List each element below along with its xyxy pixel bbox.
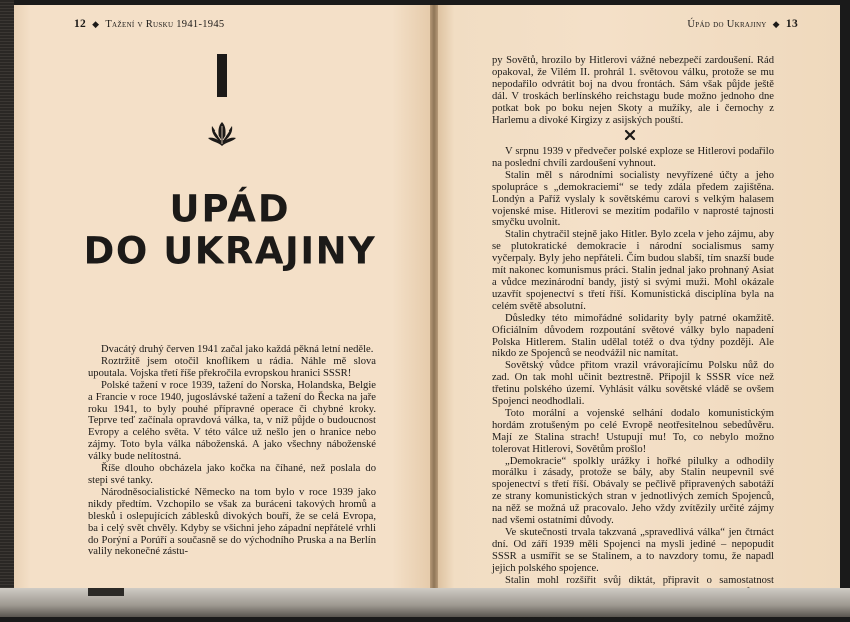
paragraph: Polské tažení v roce 1939, tažení do Norska, Holandska, Belgie a Francie v roce 1940, jugoslávské tažení a tažení do Řecka na jaře roku 1941, to byly pouhé přípravné operace či chybné kroky. Teprve teď začínala opravdová válka, ta, v níž půjde o budoucnost Evropy a celého světa. V této válce už nešlo jen o hranice nebo zájmy. Toto byla válka náboženská. A jako všechny náboženské války bude nelítostná. (88, 379, 376, 463)
paragraph: Stalin měl s národními socialisty nevyřízené účty a jeho spolupráce s „demokraciemi“ se tedy zdála předem zajištěna. Londýn a Paříž vyslaly k sovětskému carovi s velkým halasem vojenské mise. Hitlerovi se mezitím podařilo v naprosté tajnosti smyčku uvolnit. (492, 169, 774, 229)
book-edge (0, 0, 14, 617)
paragraph: Sovětský vůdce přitom vrazil vrávorajícímu Polsku nůž do zad. On tak mohl učinit beztrestně. Připojil k SSSR více než třetinu polského území. Vyhlásit válku sovětské vládě se ovšem Spojenci neodhodlali. (492, 360, 774, 408)
paragraph: Národněsocialistické Německo na tom bylo v roce 1939 jako nikdy předtím. Vzchopilo se však za buráceni takových hromů a blesků i oslepujících záblesků divokých bouří, že se celá Evropa, ba i celý svět chvěly. Kdyby se všichni jeho západní nepřátelé vrhli do Porýní a Porúří a současně se do východního Pruska a na Berlín valily nekonečné zástu- (88, 486, 376, 558)
chapter-number (217, 54, 227, 97)
paragraph: Roztržitě jsem otočil knoflíkem u rádia. Náhle mě slova upoutala. Vojska třetí říše překročila evropskou hranici SSSR! (88, 355, 376, 379)
paragraph: Toto morální a vojenské selhání dodalo komunistickým hordám zrotušeným po celé Evropě neotřesitelnou sebedůvěru. Mají ze Stalina strach! Ustupují mu! To, co nebylo možno tolerovat Hitlerovi, Sovětům prošlo! (492, 407, 774, 455)
book-bottom-edge (0, 588, 850, 617)
diamond-icon: ◆ (92, 19, 100, 29)
paragraph: Důsledky této mimořádné solidarity byly patrné okamžitě. Oficiálním důvodem rozpoutání světové války bylo napadení Polska Hitlerem. Stalin udělal totéž o dva týdny později. Ale nikdo ze Spojenců se neodvážil nic namítat. (492, 312, 774, 360)
leaf-ornament-icon (204, 120, 240, 148)
page-number: 13 (785, 18, 798, 30)
diamond-icon: ◆ (772, 19, 780, 29)
paragraph: Říše dlouho obcházela jako kočka na číhané, než poslala do stepi své tanky. (88, 463, 376, 486)
paragraph: Stalin mohl rozšířit svůj diktát, připravit o samostatnost (505, 574, 774, 586)
right-page-continuation (492, 55, 774, 126)
paragraph: Stalin chytračil stejně jako Hitler. Bylo zcela v jeho zájmu, aby se plutokratické demokracie i národní socialismus samy vyčerpaly. Byly jeho nepřáteli. Čím budou slabší, tím snazší bude mít nakonec komunismus práci. Stalin jednal jako prohnaný Asiat a vůdce mezinárodní bandy, jistý si svými muži. Mohl okázale uzavřít spojenectví s třetí říší. Komunistická disciplína byla na celém světě absolutní. (492, 229, 774, 312)
paragraph: Dvacátý druhý červen 1941 začal jako každá pěkná letní neděle. (101, 344, 374, 355)
book-gutter (430, 5, 438, 588)
paragraph: py Sovětů, hrozilo by Hitlerovi vážné nebezpečí zardoušení. Rád opakoval, že Vilém II. prohrál 1. světovou válku, protože se mu nepodařilo odvrátit boj na dvou frontách. Sám však půjde ještě dál. V troskách berlínského reichstagu bude možno jednoho dne potkat bok po boku nejen Skoty a mužíky, ale i černochy z Harlemu a divoké Kirgizy z asijských pouští. (492, 55, 774, 126)
chapter-title-line1: UPÁD (169, 186, 291, 231)
left-page-header (74, 18, 224, 30)
right-page-body (492, 146, 774, 622)
paragraph: V srpnu 1939 v předvečer polské exploze se Hitlerovi podařilo na poslední chvíli zardoušení vyhnout. (492, 146, 774, 169)
bookmark-tab (88, 588, 124, 596)
page-number: 12 (74, 18, 87, 30)
running-title: Tažení v Rusku 1941-1945 (105, 19, 225, 30)
paragraph: Ve skutečnosti trvala takzvaná „spravedlivá válka“ jen čtrnáct dní. Od září 1939 měli Spojenci na mysli jediné – nepopudit SSSR a usmířit se se Stalinem, a to navzdory tomu, že napadl jejich polského spojence. (492, 527, 774, 574)
paragraph: „Demokracie“ spolkly urážky i hořké pilulky a odhodily morálku i zásady, protože se bály, aby Stalin neupevnil své spojenectví s třetí říší. Obávaly se pečlivě připravených sabotáží ze strany komunistických stran v jednotlivých zemích Spojenců, na něž se možná už pracovalo. Jeho vždy zvítězily určité zájmy nad všemi ostatními důvody. (492, 455, 774, 527)
right-page-header (687, 18, 798, 30)
cross-ornament-icon (624, 129, 636, 141)
running-title: Úpád do Ukrajiny (687, 19, 767, 30)
chapter-title-line2: DO UKRAJINY (83, 228, 377, 273)
left-page-body (88, 344, 376, 558)
